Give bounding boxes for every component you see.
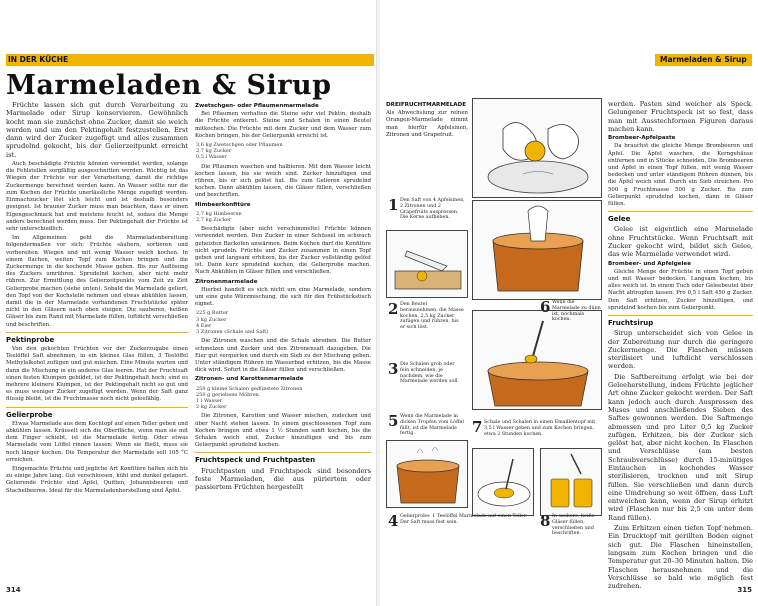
step-text-1: Den Saft von 4 Apfelsinen, 2 Zitronen und 2 Grapefruits auspressen. Die Kerne aufheben. bbox=[400, 198, 465, 221]
hands-squeezing-illustration bbox=[472, 98, 602, 198]
paragraph: werden. Pasten sind weicher als Speck. Gelungener Fruchtspeck ist so fest, dass man mit Ausstechformen Figuren daraus machen kann. bbox=[608, 100, 753, 133]
pot-boiling-illustration bbox=[386, 440, 468, 508]
heading-karotten: Zitronen- und Karottenmarmelade bbox=[195, 376, 304, 383]
left-column-2 bbox=[195, 101, 371, 573]
step-text-8: In saubere, heiße Gläser füllen, verschließen und beschriften. bbox=[552, 514, 595, 537]
step-number-3: 3 bbox=[388, 360, 399, 378]
knife-chopping-illustration bbox=[386, 230, 468, 298]
page-number-left: 314 bbox=[6, 586, 21, 594]
page-title: Marmeladen & Sirup bbox=[6, 70, 332, 101]
paragraph: Gelee ist eigentlich eine Marmelade ohne Fruchtstücke. Wenn Fruchtsaft mit Zucker gekocht wird, bildet sich Gelee, das wie Marmelade verwendet wird. bbox=[608, 225, 753, 259]
bag-in-pot-illustration bbox=[472, 200, 602, 300]
heading-zwetschgen: Zwetschgen- oder Pflaumenmarmelade bbox=[195, 103, 319, 109]
paragraph: Da brauchst die gleiche Menge Brombeeren und Äpfel. Die Äpfel waschen, die Kerngehäuse entfernen und in Stücke schneiden. Die Brombeeren und Äpfel in einen Topf füllen, mit wenig Wasser bedecken und unter ständigem Rühren dünnen, bis die Äpfel weich sind. Durch ein Sieb streichen. Pro 500 g Fruchtmasse 500 g Zucker. Bis zum Gelierpunkt sprudelnd kochen, dann in Gläser füllen. bbox=[608, 143, 753, 208]
heading-himbeer: Himbeerkonfitüre bbox=[195, 201, 251, 208]
heading-dreifrucht: DREIFRUCHTMARMELADE bbox=[386, 102, 467, 108]
ingredients: 225 g Butter 3 kg Zucker 4 Eier 3 Zitronen (Schale und Saft) bbox=[196, 310, 269, 336]
heading-brombeer-apfelpaste: Brombeer-Apfelpaste bbox=[608, 135, 676, 142]
step-number-4: 4 bbox=[388, 512, 399, 530]
step-number-8: 8 bbox=[540, 512, 551, 530]
paragraph: Fruchtpasten und Fruchtspeck sind besonders feste Marmeladen, die aus püriertem oder passiertem Früchten hergestellt bbox=[195, 466, 371, 492]
paragraph: Die Zitronen, Karotten und Wasser mischen, zudecken und über Nacht stehen lassen. In einem geschlossenen Topf zum Kochen bringen und etwa 1 ½ Stunden sanft kochen, bis die Schalen weich sind. Zucker hinzufügen und bis zum Gelierpunkt sprudelnd kochen. bbox=[195, 413, 371, 449]
paragraph: Gleiche Menge der Früchte in einen Topf geben und mit Wasser bedecken. Langsam kochen, bis alles weich ist. In einem Tuch oder Geleebeutel über Nacht abtropfen lassen. Pro 0,5 l Saft 450 g Zucker. Den Saft erhitzen, Zucker hinzufügen, und sprudelnd kochen bis zum Gelierpunkt. bbox=[608, 268, 753, 311]
section-label: IN DER KÜCHE bbox=[8, 55, 69, 64]
paragraph: Von den gekochten Früchten vor der Zuckerzugabe einen Teelöffel Saft abnehmen, in ein kleines Glas füllen, 3 Teelöffel Methylalkohol zufügen und gut mischen. Eine Minute warten und dann die Mischung in ein anderes Glas leeren. Hat der Fruchtsaft einen festen Klumpen gebildet, ist der Pektingehalt hoch; sind es mehrere kleinere Klumpen, ist der Pektingehalt nicht so gut und es muss weniger Zucker zugefügt werden. Wenn der Saft ganz flüssig bleibt, ist die Fruchtmasse noch nicht geleefähig. bbox=[6, 345, 188, 403]
heading-fruchtpasten: Fruchtspeck und Fruchtpasten bbox=[195, 456, 316, 465]
left-column-1 bbox=[6, 101, 188, 573]
paragraph: Auch beschädigte Früchte können verwendet werden, solange die Fehlstellen sorgfältig ausgeschnitten werden. Wichtig ist das Wiegen der Früchte vor der Verarbeitung, damit die richtige Zuckermenge berechnet werden kann. An Wasser sollte nur die zum Kochen der Früchte unerlässliche Menge zugefügt werden. Einmachzucker löst sich leicht und ist deshalb besonders geeignet. Ist brauner Zucker muss man beachten, dass er einen Eigengeschmack hat und meistens feucht ist, sodass die Menge anders berechnet werden muss. Der Pektingehalt der Früchte ist sehr unterschiedlich. bbox=[6, 161, 188, 232]
paragraph: Zum Erhitzen einen tiefen Topf nehmen. Ein Drucktopf mit gerillten Boden eignet sich gut. Die Flaschen hineinstellen, langsam zum Kochen bringen und die Temperatur gut 20–30 Minuten halten. Die Flaschen herausnehmen und die Verschlüsse so bald wie möglich fest zudrehen. bbox=[608, 524, 753, 591]
dreifrucht-intro bbox=[386, 100, 468, 160]
divider bbox=[195, 452, 371, 453]
paragraph: Beschädigte (aber nicht verschimmelte) Früchte können verwendet werden. Den Zucker in einer Schüssel im schwach geheizten Backofen anwärmen. Beim Kochen darf die Konfitüre nicht sprudeln. Früchte und Zucker zusammen in einen Topf geben und langsam erhitzen, bis der Zucker vollständig gelöst ist. Dann kurz sprudelnd kochen, die Gelierprobe machen. Nach Abkühlen in Gläser füllen und verschließen. bbox=[195, 226, 371, 276]
paragraph: Sirup unterscheidet sich von Gelee in der Zubereitung nur durch die geringere Zuckermenge. Die Flaschen müssen sterilisiert und luftdicht verschlossen werden. bbox=[608, 329, 753, 371]
step-text-3: Die Schalen grob oder fein schneiden, je nachdem, wie die Marmelade werden soll. bbox=[400, 362, 459, 385]
page-number-right: 315 bbox=[737, 586, 752, 594]
paragraph: Hierbei handelt es sich nicht um eine Marmelade, sondern um eine gute Würzmischung, die sich für den Frühstückstisch eignet. bbox=[195, 286, 371, 308]
right-page bbox=[380, 0, 758, 606]
heading-fruchtsirup: Fruchtsirup bbox=[608, 319, 654, 328]
spoon-drip-illustration bbox=[472, 310, 602, 410]
plate-test-illustration bbox=[472, 448, 534, 516]
step-number-7: 7 bbox=[472, 418, 483, 436]
ingredients: 2,7 kg Himbeeren 2,7 kg Zucker bbox=[196, 210, 242, 224]
paragraph: Im Allgemeinen geht die Marmeladenbereitung folgendermaßen vor sich: Früchte säubern, sortieren und vorbereiten. Wiegen und mit wenig Wasser weich kochen. In einem flachen, weiten Topf zum Kochen bringen und die Zuckermenge in die kochende Masse geben. Bis zur Auflösung des Zuckers umrühren. Sprudelnd kochen, aber nicht mehr rühren. Zur Ermittlung des Gelierzeitpunkts vom Zeit zu Zeit Gelierprobe machen (siehe unten). Sobald die Marmelade geliert, den Topf von der Kochstelle nehmen und etwas abkühlen lassen, damit die in der Marmelade vorhandenen Fruchtstücke später nicht in den Gläsern nach oben steigen. Die sauberen, heißen Gläser bis zum Rand mit Marmelade füllen, luftdicht verschließen und beschriften. bbox=[6, 235, 188, 328]
jar-filling-illustration bbox=[540, 448, 602, 516]
paragraph: Die Saftbereitung erfolgt wie bei der Geleeherstellung, indem Früchte jeglicher Art ohne Zucker gekocht werden. Der Saft kann jedoch auch durch Auspressen des Muses und anschließendes Sieben des Saftes gewonnen werden. Die Saftmenge abmessen und pro Liter 0,5 kg Zucker zufügen. Erhitzen, bis der Zucker sich gelöst hat, aber nicht kochen. In Flaschen und Verschlüsse (am besten Schraubverschlüsse) durch 15-minütiges Eintauchen in kochendes Wasser sterilisieren, trocknen und mit Sirup füllen. Sie verschließen und dann durch eine Umdrehung so weit öffnen, dass Luft entweichen kann, wenn der Sirup erhitzt wird (Flaschen nur bis 2,5 cm unter dem Rand füllen). bbox=[608, 372, 753, 522]
heading-zitronen: Zitronenmarmelade bbox=[195, 278, 258, 285]
paragraph: Als Abwechslung zur reinen Orangen-Marmelade nimmt man hierfür Apfelsinen, Zitronen und Grapefruit. bbox=[386, 110, 468, 138]
paragraph: Die Zitronen waschen und die Schale abreiben. Die Butter schmelzen und Zucker und den Zitronensaft dazugeben. Die Eier gut verquirlen und durch ein Sieb zu der Mischung geben. Unter ständigem Rühren im Wasserbad erhitzen, bis die Masse dick wird. Sofort in die Gläser füllen und verschließen. bbox=[195, 338, 371, 374]
step-number-2: 2 bbox=[388, 300, 399, 318]
intro-paragraph: Früchte lassen sich gut durch Verarbeitung zu Marmelade oder Sirup konservieren. Gewöhnlich kocht man sie zunächst ohne Zucker, damit sie weich werden und um den Pektingehalt festzustellen. Erst dann wird der Zucker zugefügt und alles zusammen sprudelnd gekocht, bis der Gelierzeitpunkt erreicht ist. bbox=[6, 101, 188, 159]
heading-gelierprobe: Gelierprobe bbox=[6, 410, 53, 419]
step-number-1: 1 bbox=[388, 196, 399, 214]
paragraph: Bei Pflaumen verhalten die Steine sehr viel Pektin, deshalb die Früchte entkernt. Steine und Schalen in einen Beutel mitkochen. Die Früchte mit dem Zucker und dem Wasser zum Kochen bringen, bis der Gelierpunkt erreicht ist. bbox=[195, 111, 371, 139]
paragraph: Etwas Marmelade aus dem Kochtopf auf einen Teller geben und abkühlen lassen. Kräuselt sich die Oberfläche, wenn man sie mit dem Finger schiebt, ist die Marmelade fertig. Oder etwas Marmelade vom Löffel rinnen lassen: Wenn sie fließt, muss sie noch länger kochen. Die Temperatur der Marmelade soll 105 °C erreichen. bbox=[6, 420, 188, 463]
section-label: Marmeladen & Sirup bbox=[660, 55, 747, 64]
heading-pektinprobe: Pektinprobe bbox=[6, 335, 55, 344]
step-text-4: Gelierprobe: 1 Teelöffel Marmelade auf einen Teller. Der Saft muss fest sein. bbox=[400, 514, 528, 525]
step-text-2: Den Beutel herausnehmen, die Masse kochen, 2,5 kg Zucker zufügen und rühren, bis er sich löst. bbox=[400, 302, 464, 331]
divider bbox=[608, 315, 753, 316]
paragraph: Eingemachte Früchte und jegliche Art Konfitüre halten sich bis zu einige Jahre lang. Gut verschlossen, kühl und dunkel gelagert. Gelierende Früchte sind Äpfel, Quitten, Johannisbeeren und Stachelbeeren. Ideal für die Marmeladenherstellung sind Äpfel. bbox=[6, 466, 188, 494]
paragraph: Die Pflaumen waschen und halbieren. Mit dem Wasser leicht kochen lassen, bis sie weich sind. Zucker hinzufügen und rühren, bis er sich gelöst hat. Bis zum Gelieren sprudelnd kochen. Dann abkühlen lassen, die Gläser füllen, verschließen und beschriften. bbox=[195, 163, 371, 199]
divider bbox=[6, 332, 188, 333]
heading-gelee: Gelee bbox=[608, 215, 631, 224]
step-number-6: 6 bbox=[540, 298, 551, 316]
ingredients: 3,6 kg Zwetschgen oder Pflaumen 2,7 kg Zucker 0,5 l Wasser bbox=[196, 142, 283, 161]
left-page bbox=[0, 0, 378, 606]
divider bbox=[608, 211, 753, 212]
divider bbox=[6, 407, 188, 408]
step-text-7: Schale und Schalen in einen Emaillentopf mit 3,5 l Wasser geben und zum Kochen bringen, etwa 2 Stunden kochen. bbox=[484, 420, 596, 437]
ingredients: 250 g kleine Schalen gedünstete Zitronen 250 g geriebene Möhren 1 l Wasser 2 kg Zucker bbox=[196, 385, 303, 411]
heading-apfelgelee: Brombeer- und Apfelgelee bbox=[608, 260, 692, 267]
step-text-6: Wenn die Marmelade zu dünn ist, nochmals kochen. bbox=[552, 300, 601, 323]
step-number-5: 5 bbox=[388, 412, 399, 430]
step-text-5: Wenn die Marmelade in dicken Tropfen vom Löffel fällt, ist die Marmelade fertig. bbox=[400, 414, 464, 437]
